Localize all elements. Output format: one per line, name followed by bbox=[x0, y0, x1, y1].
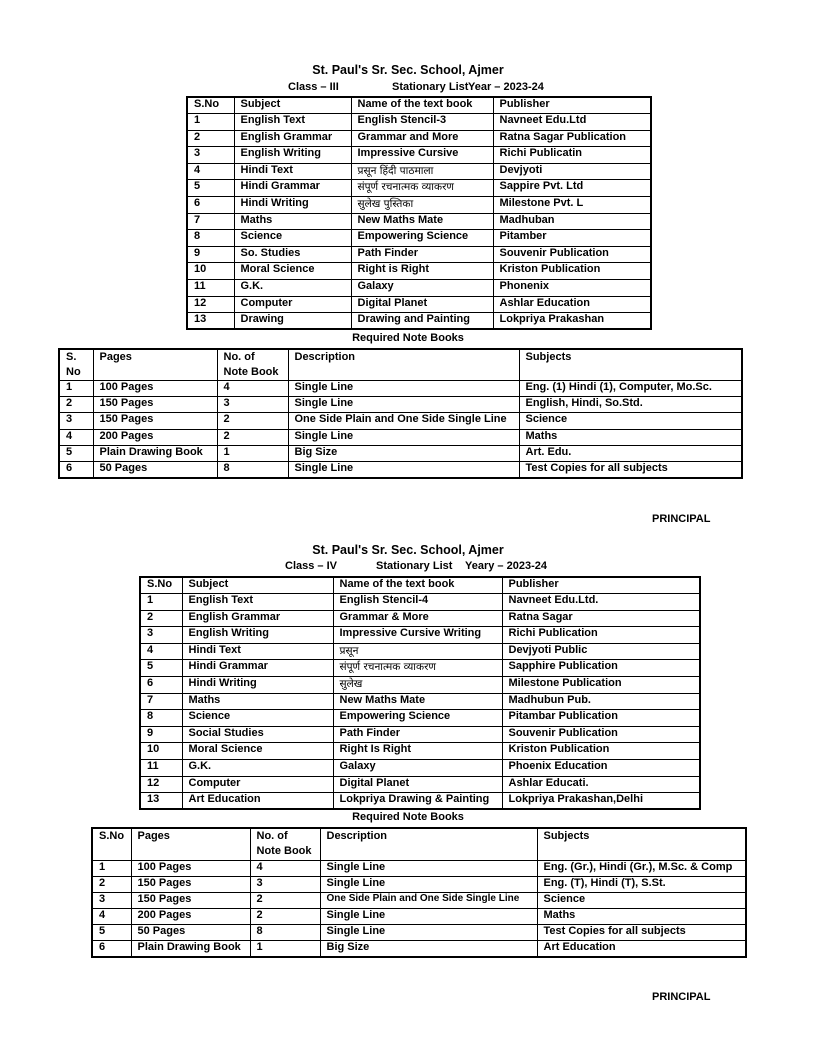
table-cell: 6 bbox=[92, 941, 131, 957]
table-row bbox=[140, 776, 700, 793]
table-cell: 3 bbox=[187, 147, 234, 164]
table-cell: 3 bbox=[92, 892, 131, 908]
table-cell: Big Size bbox=[320, 941, 537, 957]
table-cell: Science bbox=[537, 892, 746, 908]
table-cell: Art Education bbox=[182, 793, 333, 810]
table-row bbox=[140, 660, 700, 677]
table-cell: One Side Plain and One Side Single Line bbox=[320, 892, 537, 908]
table-cell: 13 bbox=[187, 313, 234, 330]
school-title-class3: St. Paul's Sr. Sec. School, Ajmer bbox=[312, 63, 504, 77]
table-cell: Eng. (T), Hindi (T), S.St. bbox=[537, 876, 746, 892]
table-cell: 11 bbox=[140, 760, 182, 777]
table-row bbox=[59, 429, 742, 445]
table-cell: 12 bbox=[187, 296, 234, 313]
table-cell: Art. Edu. bbox=[519, 445, 742, 461]
table-cell: Science bbox=[234, 230, 351, 247]
notebooks-title-class4: Required Note Books bbox=[352, 811, 464, 823]
table-cell: 5 bbox=[92, 925, 131, 941]
column-header: S.No bbox=[92, 828, 131, 860]
table-row bbox=[140, 627, 700, 644]
table-cell: 4 bbox=[217, 381, 288, 397]
table-row bbox=[92, 876, 746, 892]
table-cell: Pitamber bbox=[493, 230, 651, 247]
notebooks-title-class3: Required Note Books bbox=[352, 332, 464, 344]
table-cell: 50 Pages bbox=[131, 925, 250, 941]
table-header-row bbox=[92, 828, 746, 860]
table-cell: Science bbox=[519, 413, 742, 429]
table-cell: 13 bbox=[140, 793, 182, 810]
table-cell: English Writing bbox=[234, 147, 351, 164]
table-cell: 4 bbox=[140, 643, 182, 660]
column-header: Name of the text book bbox=[351, 97, 493, 114]
table-row bbox=[92, 892, 746, 908]
table-cell: 2 bbox=[217, 429, 288, 445]
table-row bbox=[187, 197, 651, 214]
table-row bbox=[140, 677, 700, 694]
table-row bbox=[187, 246, 651, 263]
table-cell: Drawing and Painting bbox=[351, 313, 493, 330]
class-label-class3: Class – III bbox=[288, 81, 339, 93]
table-cell: So. Studies bbox=[234, 246, 351, 263]
table-cell: G.K. bbox=[234, 280, 351, 297]
table-cell: Pitambar Publication bbox=[502, 710, 700, 727]
column-header: Description bbox=[320, 828, 537, 860]
table-cell: 1 bbox=[217, 445, 288, 461]
table-cell: 3 bbox=[59, 413, 93, 429]
table-cell: Single Line bbox=[320, 876, 537, 892]
table-cell: English Grammar bbox=[234, 130, 351, 147]
principal-signature-class4: PRINCIPAL bbox=[652, 991, 711, 1003]
school-title-class4: St. Paul's Sr. Sec. School, Ajmer bbox=[312, 543, 504, 557]
table-cell: Ashlar Education bbox=[493, 296, 651, 313]
table-cell: प्रसून हिंदी पाठमाला bbox=[351, 163, 493, 180]
table-cell: 12 bbox=[140, 776, 182, 793]
textbooks-table-class3 bbox=[186, 96, 652, 330]
table-cell: Science bbox=[182, 710, 333, 727]
table-cell: 100 Pages bbox=[93, 381, 217, 397]
table-cell: Right is Right bbox=[351, 263, 493, 280]
table-cell: 150 Pages bbox=[93, 413, 217, 429]
table-cell: Single Line bbox=[320, 925, 537, 941]
table-cell: Maths bbox=[519, 429, 742, 445]
table-cell: English Text bbox=[182, 594, 333, 611]
table-row bbox=[187, 180, 651, 197]
column-header: Subject bbox=[182, 577, 333, 594]
table-cell: Single Line bbox=[320, 860, 537, 876]
table-cell: Richi Publication bbox=[502, 627, 700, 644]
table-row bbox=[59, 461, 742, 477]
table-cell: Kriston Publication bbox=[502, 743, 700, 760]
table-cell: Single Line bbox=[288, 461, 519, 477]
table-cell: 3 bbox=[250, 876, 320, 892]
column-header: Subject bbox=[234, 97, 351, 114]
table-header-row bbox=[140, 577, 700, 594]
table-cell: G.K. bbox=[182, 760, 333, 777]
table-cell: Madhuban bbox=[493, 213, 651, 230]
table-cell: Galaxy bbox=[333, 760, 502, 777]
table-cell: 3 bbox=[140, 627, 182, 644]
table-cell: Sapphire Publication bbox=[502, 660, 700, 677]
table-row bbox=[140, 710, 700, 727]
table-row bbox=[59, 381, 742, 397]
table-cell: Test Copies for all subjects bbox=[519, 461, 742, 477]
table-cell: English Stencil-3 bbox=[351, 114, 493, 131]
class-label-class4: Class – IV bbox=[285, 560, 337, 572]
table-cell: Eng. (Gr.), Hindi (Gr.), M.Sc. & Comp bbox=[537, 860, 746, 876]
table-cell: Impressive Cursive bbox=[351, 147, 493, 164]
table-cell: Computer bbox=[182, 776, 333, 793]
table-cell: Milestone Pvt. L bbox=[493, 197, 651, 214]
table-cell: 8 bbox=[250, 925, 320, 941]
table-header-row bbox=[187, 97, 651, 114]
table-row bbox=[140, 743, 700, 760]
table-cell: Milestone Publication bbox=[502, 677, 700, 694]
table-cell: Hindi Writing bbox=[182, 677, 333, 694]
table-cell: 1 bbox=[92, 860, 131, 876]
table-cell: 7 bbox=[187, 213, 234, 230]
table-row bbox=[187, 296, 651, 313]
table-cell: 10 bbox=[140, 743, 182, 760]
table-cell: English, Hindi, So.Std. bbox=[519, 397, 742, 413]
table-cell: 200 Pages bbox=[93, 429, 217, 445]
table-cell: संपूर्ण रचनात्मक व्याकरण bbox=[351, 180, 493, 197]
table-row bbox=[92, 909, 746, 925]
table-cell: 7 bbox=[140, 693, 182, 710]
table-row bbox=[187, 114, 651, 131]
column-header: S.No bbox=[140, 577, 182, 594]
column-header: S.No bbox=[187, 97, 234, 114]
table-cell: 2 bbox=[92, 876, 131, 892]
table-cell: Grammar and More bbox=[351, 130, 493, 147]
table-cell: 150 Pages bbox=[93, 397, 217, 413]
column-header: Name of the text book bbox=[333, 577, 502, 594]
table-row bbox=[59, 413, 742, 429]
table-row bbox=[59, 445, 742, 461]
table-cell: 8 bbox=[217, 461, 288, 477]
table-cell: Ratna Sagar Publication bbox=[493, 130, 651, 147]
table-cell: Test Copies for all subjects bbox=[537, 925, 746, 941]
table-cell: 5 bbox=[187, 180, 234, 197]
table-cell: 1 bbox=[250, 941, 320, 957]
table-cell: Path Finder bbox=[351, 246, 493, 263]
table-cell: Phonenix bbox=[493, 280, 651, 297]
table-cell: English Grammar bbox=[182, 610, 333, 627]
table-cell: New Maths Mate bbox=[351, 213, 493, 230]
table-cell: 1 bbox=[187, 114, 234, 131]
table-cell: Empowering Science bbox=[351, 230, 493, 247]
table-row bbox=[187, 130, 651, 147]
table-cell: 4 bbox=[92, 909, 131, 925]
table-header-row bbox=[59, 349, 742, 381]
table-cell: 2 bbox=[59, 397, 93, 413]
table-cell: Right Is Right bbox=[333, 743, 502, 760]
table-cell: 5 bbox=[59, 445, 93, 461]
table-cell: Souvenir Publication bbox=[493, 246, 651, 263]
table-row bbox=[59, 397, 742, 413]
column-header: Subjects bbox=[519, 349, 742, 381]
table-cell: Devjyoti bbox=[493, 163, 651, 180]
table-cell: Hindi Writing bbox=[234, 197, 351, 214]
table-cell: Hindi Grammar bbox=[182, 660, 333, 677]
table-cell: 2 bbox=[187, 130, 234, 147]
table-cell: 4 bbox=[250, 860, 320, 876]
column-header: Publisher bbox=[493, 97, 651, 114]
table-cell: Plain Drawing Book bbox=[131, 941, 250, 957]
table-row bbox=[92, 860, 746, 876]
table-cell: Madhubun Pub. bbox=[502, 693, 700, 710]
principal-signature-class3: PRINCIPAL bbox=[652, 513, 711, 525]
table-cell: 5 bbox=[140, 660, 182, 677]
column-header: Description bbox=[288, 349, 519, 381]
table-row bbox=[187, 213, 651, 230]
table-cell: English Text bbox=[234, 114, 351, 131]
table-cell: 1 bbox=[140, 594, 182, 611]
table-cell: 50 Pages bbox=[93, 461, 217, 477]
table-cell: New Maths Mate bbox=[333, 693, 502, 710]
table-cell: Lokpriya Prakashan,Delhi bbox=[502, 793, 700, 810]
notebooks-table-class3 bbox=[58, 348, 743, 479]
table-cell: Moral Science bbox=[182, 743, 333, 760]
table-cell: 100 Pages bbox=[131, 860, 250, 876]
table-cell: Social Studies bbox=[182, 726, 333, 743]
table-cell: Galaxy bbox=[351, 280, 493, 297]
table-cell: 9 bbox=[187, 246, 234, 263]
table-cell: 150 Pages bbox=[131, 892, 250, 908]
table-cell: 150 Pages bbox=[131, 876, 250, 892]
column-header: Pages bbox=[93, 349, 217, 381]
table-cell: सुलेख bbox=[333, 677, 502, 694]
table-row bbox=[187, 147, 651, 164]
table-row bbox=[140, 726, 700, 743]
table-row bbox=[140, 594, 700, 611]
table-cell: Richi Publicatin bbox=[493, 147, 651, 164]
table-row bbox=[187, 313, 651, 330]
table-cell: Eng. (1) Hindi (1), Computer, Mo.Sc. bbox=[519, 381, 742, 397]
table-row bbox=[92, 941, 746, 957]
table-cell: Maths bbox=[182, 693, 333, 710]
table-cell: 10 bbox=[187, 263, 234, 280]
table-cell: Maths bbox=[234, 213, 351, 230]
table-cell: 2 bbox=[217, 413, 288, 429]
table-cell: Navneet Edu.Ltd. bbox=[502, 594, 700, 611]
table-row bbox=[187, 230, 651, 247]
table-cell: 2 bbox=[250, 909, 320, 925]
textbooks-table-class4 bbox=[139, 576, 701, 810]
list-label-class3: Stationary List bbox=[392, 81, 469, 93]
table-cell: Sappire Pvt. Ltd bbox=[493, 180, 651, 197]
table-row bbox=[187, 263, 651, 280]
table-cell: Hindi Text bbox=[182, 643, 333, 660]
table-cell: Grammar & More bbox=[333, 610, 502, 627]
table-row bbox=[140, 643, 700, 660]
table-cell: Hindi Grammar bbox=[234, 180, 351, 197]
table-cell: Kriston Publication bbox=[493, 263, 651, 280]
column-header: Publisher bbox=[502, 577, 700, 594]
table-cell: Single Line bbox=[320, 909, 537, 925]
table-cell: 6 bbox=[187, 197, 234, 214]
year-label-class4: Yeary – 2023-24 bbox=[465, 560, 547, 572]
table-cell: Souvenir Publication bbox=[502, 726, 700, 743]
table-cell: 4 bbox=[187, 163, 234, 180]
table-cell: Digital Planet bbox=[333, 776, 502, 793]
table-cell: Ratna Sagar bbox=[502, 610, 700, 627]
table-cell: One Side Plain and One Side Single Line bbox=[288, 413, 519, 429]
table-row bbox=[140, 693, 700, 710]
table-cell: Phoenix Education bbox=[502, 760, 700, 777]
table-cell: 8 bbox=[140, 710, 182, 727]
table-cell: Hindi Text bbox=[234, 163, 351, 180]
table-cell: 2 bbox=[140, 610, 182, 627]
table-cell: Lokpriya Drawing & Painting bbox=[333, 793, 502, 810]
table-cell: Plain Drawing Book bbox=[93, 445, 217, 461]
table-row bbox=[92, 925, 746, 941]
table-cell: 6 bbox=[140, 677, 182, 694]
table-cell: Digital Planet bbox=[351, 296, 493, 313]
table-row bbox=[140, 760, 700, 777]
table-cell: Single Line bbox=[288, 429, 519, 445]
table-cell: Lokpriya Prakashan bbox=[493, 313, 651, 330]
table-cell: 4 bbox=[59, 429, 93, 445]
table-cell: Single Line bbox=[288, 397, 519, 413]
table-cell: Big Size bbox=[288, 445, 519, 461]
table-cell: Devjyoti Public bbox=[502, 643, 700, 660]
table-cell: 3 bbox=[217, 397, 288, 413]
table-row bbox=[140, 793, 700, 810]
table-cell: Drawing bbox=[234, 313, 351, 330]
column-header: Pages bbox=[131, 828, 250, 860]
table-cell: English Writing bbox=[182, 627, 333, 644]
column-header: Subjects bbox=[537, 828, 746, 860]
table-cell: Single Line bbox=[288, 381, 519, 397]
notebooks-table-class4 bbox=[91, 827, 747, 958]
column-header: S. No bbox=[59, 349, 93, 381]
table-cell: 11 bbox=[187, 280, 234, 297]
table-row bbox=[187, 163, 651, 180]
table-cell: Navneet Edu.Ltd bbox=[493, 114, 651, 131]
table-cell: Path Finder bbox=[333, 726, 502, 743]
table-cell: संपूर्ण रचनात्मक व्याकरण bbox=[333, 660, 502, 677]
table-cell: Impressive Cursive Writing bbox=[333, 627, 502, 644]
table-cell: 9 bbox=[140, 726, 182, 743]
table-cell: 200 Pages bbox=[131, 909, 250, 925]
table-cell: Empowering Science bbox=[333, 710, 502, 727]
column-header: No. of Note Book bbox=[250, 828, 320, 860]
column-header: No. of Note Book bbox=[217, 349, 288, 381]
table-row bbox=[140, 610, 700, 627]
year-label-class3: Year – 2023-24 bbox=[468, 81, 544, 93]
table-cell: 2 bbox=[250, 892, 320, 908]
table-cell: Maths bbox=[537, 909, 746, 925]
table-cell: English Stencil-4 bbox=[333, 594, 502, 611]
table-cell: Moral Science bbox=[234, 263, 351, 280]
table-cell: 1 bbox=[59, 381, 93, 397]
table-cell: Ashlar Educati. bbox=[502, 776, 700, 793]
table-row bbox=[187, 280, 651, 297]
table-cell: Art Education bbox=[537, 941, 746, 957]
table-cell: प्रसून bbox=[333, 643, 502, 660]
table-cell: Computer bbox=[234, 296, 351, 313]
table-cell: 6 bbox=[59, 461, 93, 477]
table-cell: सुलेख पुस्तिका bbox=[351, 197, 493, 214]
list-label-class4: Stationary List bbox=[376, 560, 453, 572]
table-cell: 8 bbox=[187, 230, 234, 247]
